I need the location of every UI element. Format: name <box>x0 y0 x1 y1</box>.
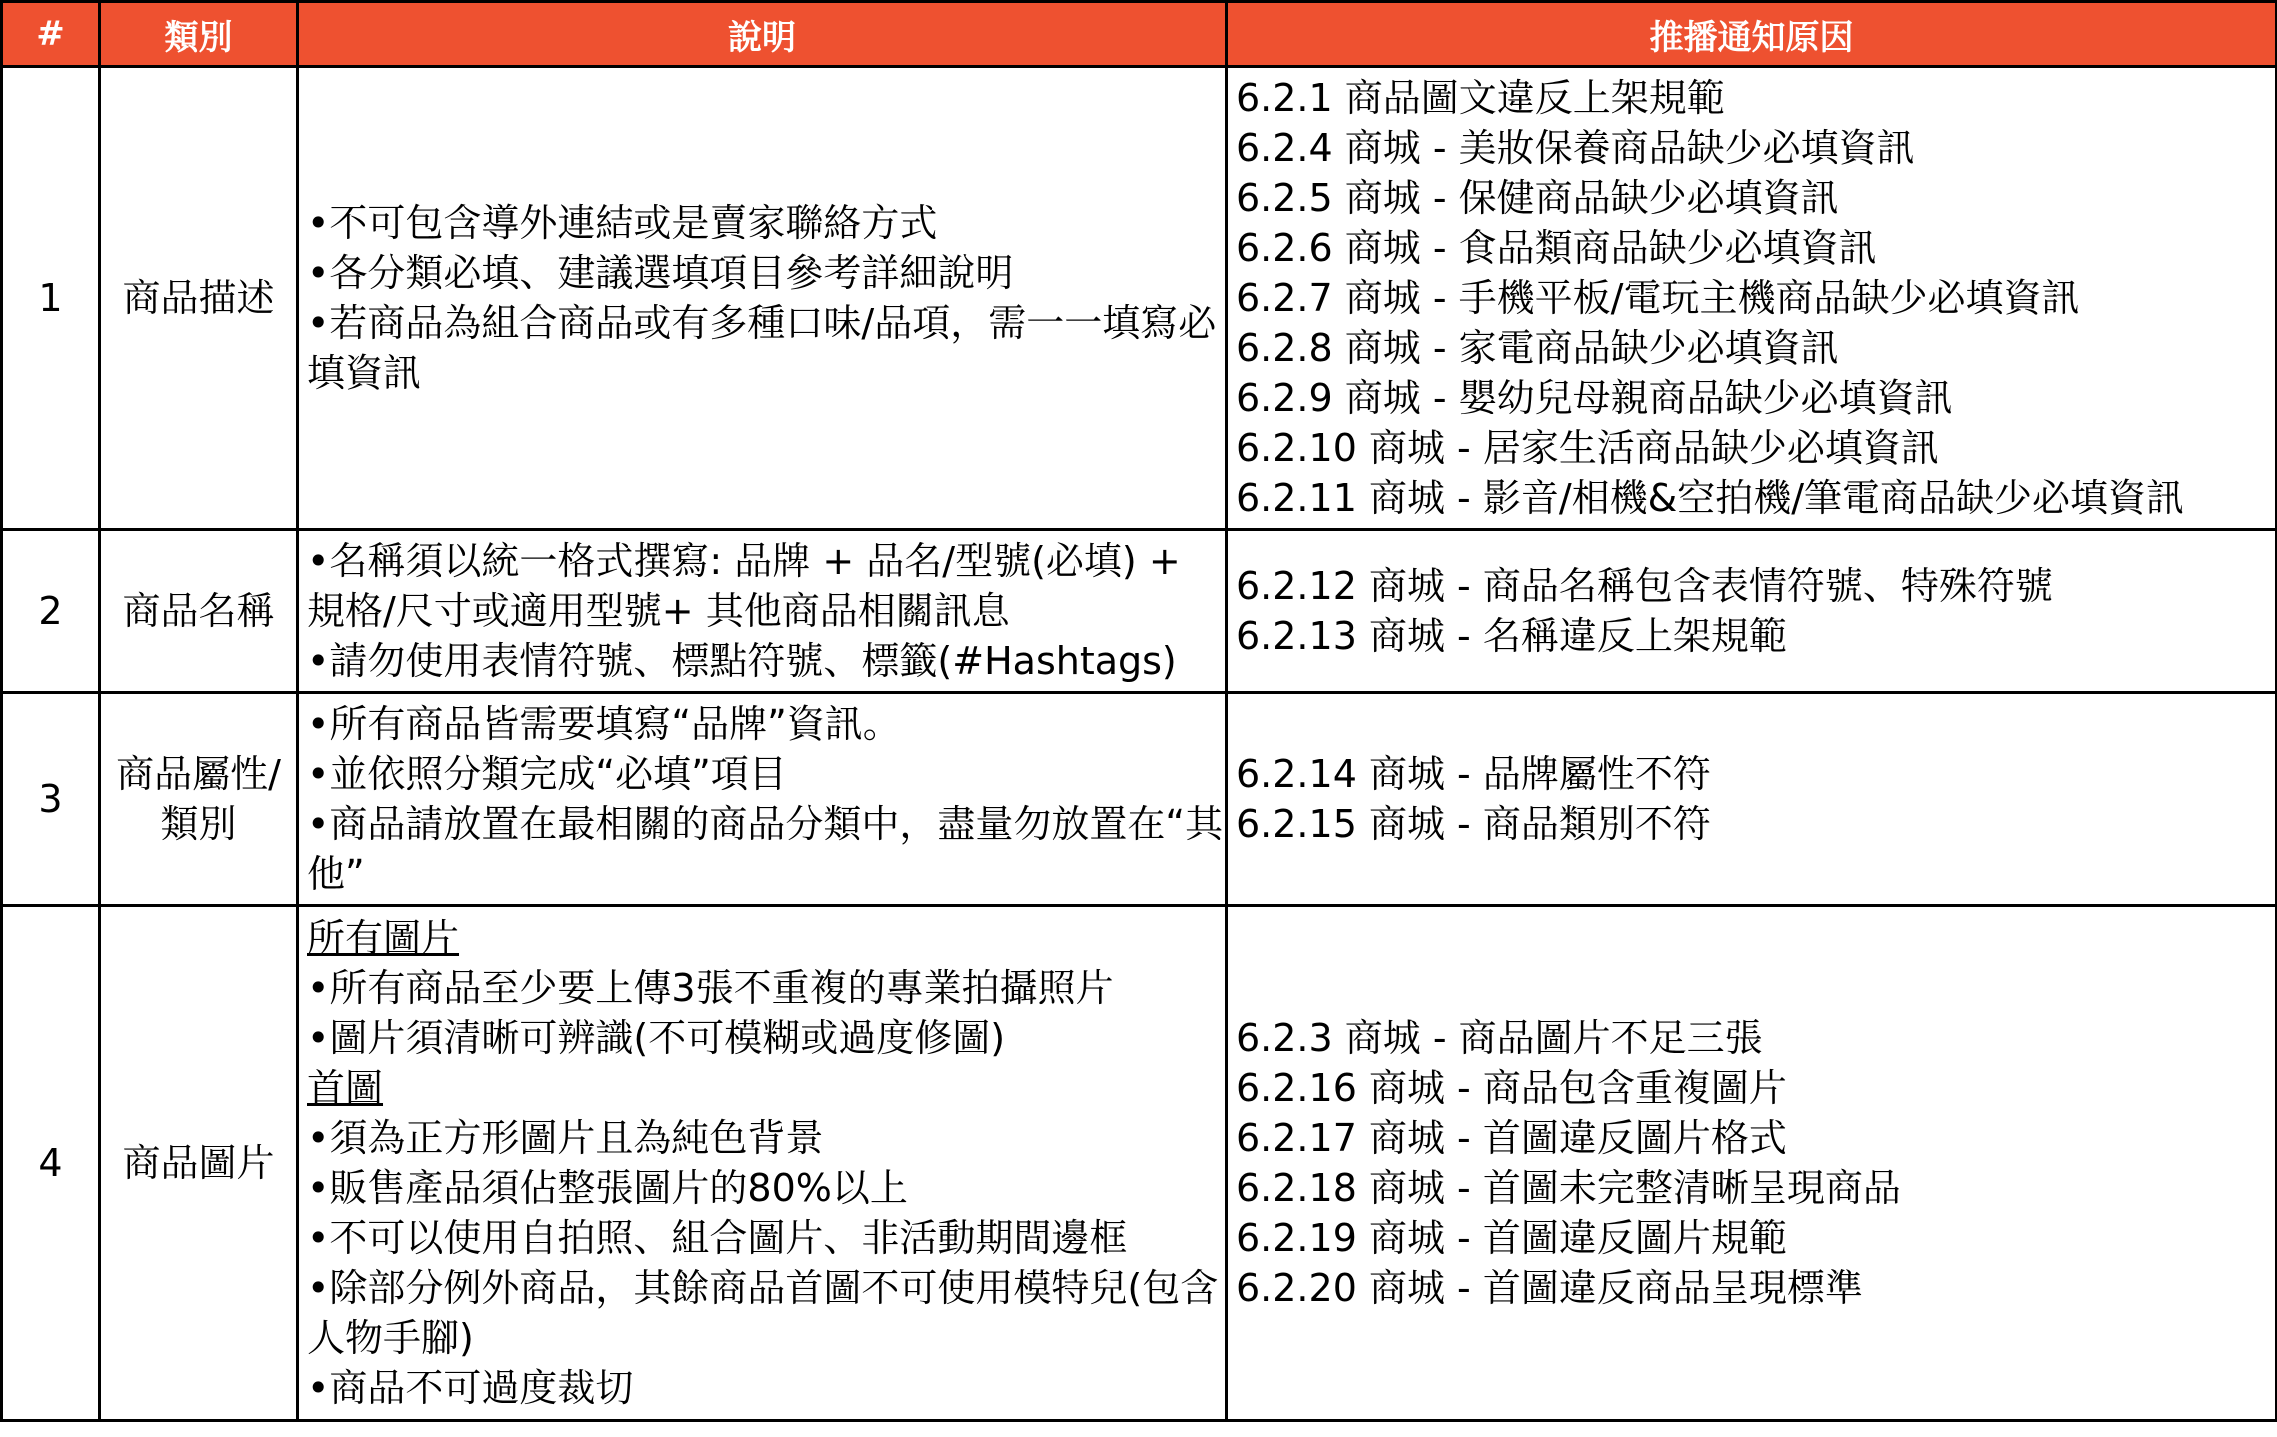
header-reason: 推播通知原因 <box>1227 2 2277 67</box>
row-description <box>298 693 1227 906</box>
reason-line: 6.2.7 商城 - 手機平板/電玩主機商品缺少必填資訊 <box>1236 276 2080 320</box>
description-line: •圖片須清晰可辨識(不可模糊或過度修圖) <box>307 1016 1006 1060</box>
reason-line: 6.2.10 商城 - 居家生活商品缺少必填資訊 <box>1236 426 1939 470</box>
reason-line: 6.2.3 商城 - 商品圖片不足三張 <box>1236 1016 1763 1060</box>
row-description <box>298 906 1227 1421</box>
description-line: •不可包含導外連結或是賣家聯絡方式 <box>307 201 938 245</box>
row-category: 商品屬性/類別 <box>100 693 298 906</box>
description-line: •所有商品皆需要填寫“品牌”資訊。 <box>307 702 901 746</box>
row-category: 商品描述 <box>100 67 298 530</box>
section-heading: 所有圖片 <box>307 916 460 960</box>
header-row <box>2 2 2277 67</box>
header-description: 說明 <box>298 2 1227 67</box>
reason-line: 6.2.6 商城 - 食品類商品缺少必填資訊 <box>1236 226 1877 270</box>
row-reasons <box>1227 530 2277 693</box>
description-line: •除部分例外商品，其餘商品首圖不可使用模特兒(包含人物手腳) <box>307 1266 1219 1360</box>
reason-line: 6.2.15 商城 - 商品類別不符 <box>1236 802 1711 846</box>
reason-line: 6.2.12 商城 - 商品名稱包含表情符號、特殊符號 <box>1236 564 2053 608</box>
reason-line: 6.2.8 商城 - 家電商品缺少必填資訊 <box>1236 326 1839 370</box>
description-line: •並依照分類完成“必填”項目 <box>307 752 787 796</box>
row-description <box>298 530 1227 693</box>
table-row <box>2 693 2277 906</box>
description-line: •若商品為組合商品或有多種口味/品項，需一一填寫必填資訊 <box>307 301 1217 395</box>
header-number: # <box>2 2 100 67</box>
description-line: •須為正方形圖片且為純色背景 <box>307 1116 824 1160</box>
table-row <box>2 67 2277 530</box>
table-row <box>2 530 2277 693</box>
row-number: 2 <box>2 530 100 693</box>
reason-line: 6.2.5 商城 - 保健商品缺少必填資訊 <box>1236 176 1839 220</box>
table-row <box>2 906 2277 1421</box>
row-description <box>298 67 1227 530</box>
reason-line: 6.2.20 商城 - 首圖違反商品呈現標準 <box>1236 1266 1863 1310</box>
reason-line: 6.2.14 商城 - 品牌屬性不符 <box>1236 752 1711 796</box>
reason-line: 6.2.19 商城 - 首圖違反圖片規範 <box>1236 1216 1787 1260</box>
description-line: •販售產品須佔整張圖片的80%以上 <box>307 1166 908 1210</box>
row-number: 4 <box>2 906 100 1421</box>
row-number: 3 <box>2 693 100 906</box>
reason-line: 6.2.1 商品圖文違反上架規範 <box>1236 76 1725 120</box>
description-line: •名稱須以統一格式撰寫: 品牌 + 品名/型號(必填) + 規格/尺寸或適用型號+ 其他商品相關訊息 <box>307 539 1181 633</box>
reason-line: 6.2.13 商城 - 名稱違反上架規範 <box>1236 614 1787 658</box>
row-category: 商品名稱 <box>100 530 298 693</box>
header-category: 類別 <box>100 2 298 67</box>
description-line: •商品請放置在最相關的商品分類中，盡量勿放置在“其他” <box>307 802 1224 896</box>
row-reasons <box>1227 906 2277 1421</box>
reason-line: 6.2.11 商城 - 影音/相機&空拍機/筆電商品缺少必填資訊 <box>1236 476 2185 520</box>
description-line: •商品不可過度裁切 <box>307 1366 634 1410</box>
row-reasons <box>1227 693 2277 906</box>
reason-line: 6.2.9 商城 - 嬰幼兒母親商品缺少必填資訊 <box>1236 376 1953 420</box>
description-line: •不可以使用自拍照、組合圖片、非活動期間邊框 <box>307 1216 1128 1260</box>
description-line: •各分類必填、建議選填項目參考詳細說明 <box>307 251 1014 295</box>
reason-line: 6.2.4 商城 - 美妝保養商品缺少必填資訊 <box>1236 126 1915 170</box>
reason-line: 6.2.17 商城 - 首圖違反圖片格式 <box>1236 1116 1787 1160</box>
description-line: •請勿使用表情符號、標點符號、標籤(#Hashtags) <box>307 639 1177 683</box>
reason-line: 6.2.16 商城 - 商品包含重複圖片 <box>1236 1066 1787 1110</box>
row-number: 1 <box>2 67 100 530</box>
row-reasons <box>1227 67 2277 530</box>
section-heading: 首圖 <box>307 1066 384 1110</box>
reason-line: 6.2.18 商城 - 首圖未完整清晰呈現商品 <box>1236 1166 1901 1210</box>
description-line: •所有商品至少要上傳3張不重複的專業拍攝照片 <box>307 966 1114 1010</box>
row-category: 商品圖片 <box>100 906 298 1421</box>
